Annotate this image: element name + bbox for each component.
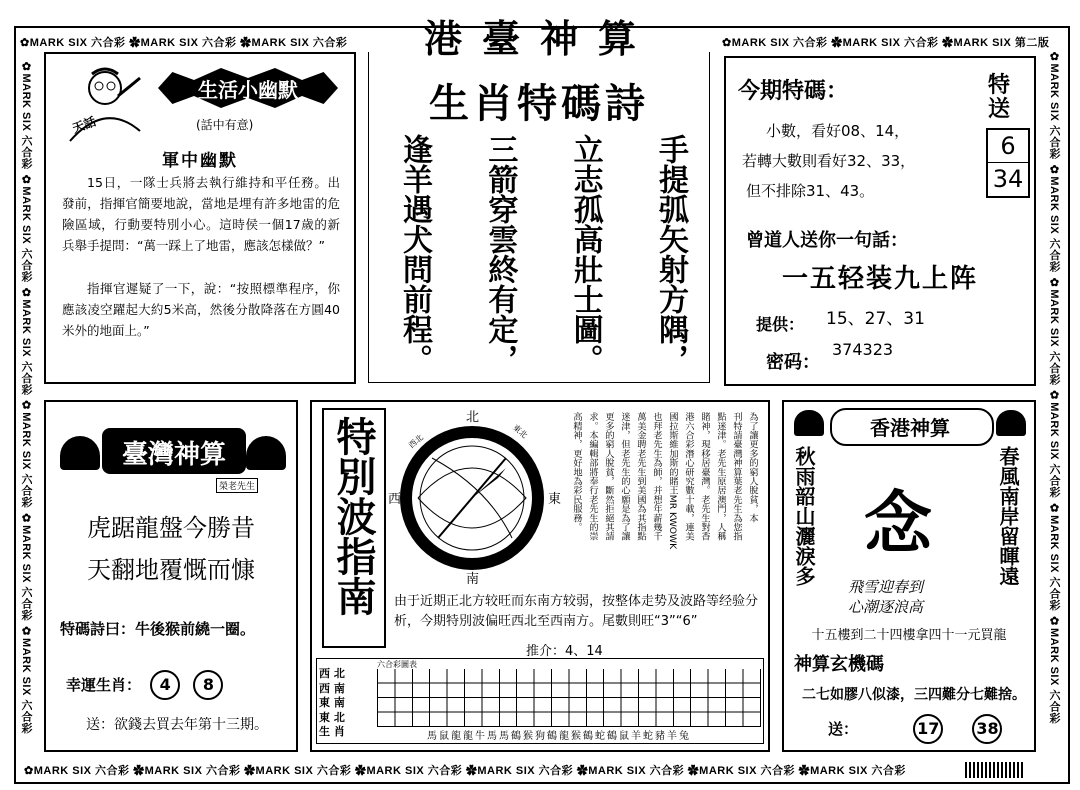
poem-panel	[368, 52, 710, 383]
hk-code-title: 神算玄機碼	[794, 654, 884, 675]
poem-line-1: 手提弧矢射方隅，	[652, 134, 688, 374]
row-southeast: 東 南	[319, 696, 345, 709]
special-line-3: 但不排除31、43。	[746, 182, 875, 200]
compass-northwest: 西北	[406, 432, 426, 451]
row-southwest: 西 南	[319, 681, 345, 695]
mushroom-icon-hk-right	[996, 410, 1026, 436]
humor-paragraph-1: 15日，一隊士兵將去執行維持和平任務。出發前，指揮官簡要地說，當地是埋有許多地雷的危險區域，行動要特別小心。這時侯一個17歲的新兵舉手提問：“萬一踩上了地雷，應該怎樣做？”	[62, 175, 340, 253]
page-title: 港臺神算	[423, 16, 656, 61]
taiwan-title: 臺灣神算	[121, 440, 226, 470]
humor-subtitle: (話中有意)	[196, 118, 254, 132]
special-send-label: 特送	[987, 73, 1010, 122]
row-northeast: 東 北	[319, 710, 345, 724]
mascot-illustration: 天話	[60, 66, 150, 144]
saying-label: 曾道人送你一句話：	[746, 230, 908, 251]
barcode	[965, 762, 1025, 778]
saying-text: 一五轻装九上阵	[781, 264, 978, 294]
hk-handwriting-2: 心潮逐浪高	[848, 598, 924, 616]
hk-big-character: 念	[864, 485, 933, 564]
brand-strip-top-left: ✿MARK SIX 六合彩 ✿MARK SIX 六合彩 ✿MARK SIX 六合彩	[20, 37, 348, 49]
hk-code: 二七如膠八似漆，三四難分七難捨。	[802, 687, 1026, 703]
special-line-2: 若轉大數則看好32、33，	[742, 152, 916, 170]
hk-left-couplet: 秋雨韶山灑淚多	[792, 446, 816, 586]
taiwan-zodiac-row: 幸運生肖： 4 8	[66, 670, 227, 700]
taiwan-author: 榮老先生	[216, 478, 258, 493]
wave-title: 特別波指南	[330, 416, 376, 616]
wave-panel	[310, 400, 770, 752]
special-line-1: 小數，看好08、14，	[766, 122, 910, 140]
provide-label: 提供：	[756, 315, 805, 334]
brand-strip-right: ✿MARK SIX 六合彩 ✿MARK SIX 六合彩 ✿MARK SIX 六合彩 ✿MARK SIX 六合彩 ✿MARK SIX 六合彩 ✿MARK SIX 六合彩	[1048, 50, 1060, 724]
taiwan-line-2: 天翻地覆慨而慷	[87, 556, 255, 584]
taiwan-send: 送：欲錢去買去年第十三期。	[86, 717, 268, 733]
hk-handwriting-1: 飛雪迎春到	[848, 578, 924, 596]
row-zodiac: 生 肖	[319, 725, 345, 738]
compass-east: 東	[548, 492, 562, 507]
taiwan-poem: 特碼詩曰：牛後猴前繞一圈。	[60, 620, 256, 638]
brand-strip-left: ✿MARK SIX 六合彩 ✿MARK SIX 六合彩 ✿MARK SIX 六合彩 ✿MARK SIX 六合彩 ✿MARK SIX 六合彩 ✿MARK SIX 六合彩	[20, 60, 32, 734]
row-northwest: 西 北	[319, 667, 345, 680]
special-code-panel	[724, 56, 1036, 386]
humor-banner-text: 生活小幽默	[198, 78, 298, 102]
brand-strip-bottom: ✿MARK SIX 六合彩 ✿MARK SIX 六合彩 ✿MARK SIX 六合彩 ✿MARK SIX 六合彩 ✿MARK SIX 六合彩 ✿MARK SIX 六合彩 ✿MARK SIX 六合彩 ✿MARK SIX 六合彩	[24, 765, 906, 777]
wave-table: 六合彩圖表 西 北 西 南 東 南 東 北 生 肖 馬鼠龍龍牛馬馬鶴猴狗鶴龍猴鶴蛇鶴鼠羊蛇豬羊兔	[316, 658, 764, 744]
brand-strip-top-right: ✿MARK SIX 六合彩 ✿MARK SIX 六合彩 ✿MARK SIX 第二版	[722, 37, 1050, 49]
taiwan-panel	[44, 400, 298, 752]
hk-title: 香港神算	[870, 416, 950, 440]
zodiac-row-values: 馬鼠龍龍牛馬馬鶴猴狗鶴龍猴鶴蛇鶴鼠羊蛇豬羊兔	[427, 731, 691, 742]
compass-south: 南	[466, 572, 480, 587]
humor-title: 軍中幽默	[162, 151, 238, 171]
wave-recommend: 推介：4、14	[526, 644, 603, 659]
special-title: 今期特碼：	[738, 79, 849, 104]
mushroom-icon-right	[246, 436, 286, 470]
compass-west: 西	[388, 492, 402, 507]
hk-send-row: 送： 17 38	[828, 714, 1006, 744]
humor-panel	[44, 52, 356, 384]
wave-analysis: 由于近期正北方较旺而东南方较弱，按整体走势及波路等经验分析，今期特別波偏旺西北至西南方。尾數則旺“3”“6”	[394, 594, 759, 629]
wave-article: 為了讓更多的窮人脫貧，本 刊特請臺灣神算葉老先生為您指 點迷津。老先生原居澳門，人稱 賭神，現移居臺灣。老先生對香 港六合彩潛心研究數十載，連美 國拉斯維加斯的賭王MR KWOWK 也拜老先生為師，并想年薪幾千 萬美金聘老先生到美國為其指點 迷津，但老先生的心願是為了讓 更多的窮人脫貧，斷然拒絕其請 求。本編輯部將奉行老先生的崇 高精神，更好地為彩民服務。	[571, 412, 758, 550]
mushroom-icon-hk-left	[794, 410, 824, 436]
poem-title: 生肖特碼詩	[429, 80, 649, 127]
mushroom-icon-left	[60, 436, 100, 470]
provide-numbers: 15、27、31	[826, 309, 925, 329]
compass-north: 北	[466, 410, 480, 425]
poem-line-4: 逢羊遇犬問前程。	[397, 134, 432, 374]
code-label: 密码：	[766, 352, 820, 373]
poem-line-3: 三箭穿雲終有定，	[482, 134, 518, 374]
poem-line-2: 立志孤高壯士圖。	[567, 134, 603, 374]
compass-diagram	[388, 408, 556, 584]
humor-paragraph-2: 指揮官遲疑了一下，說：“按照標準程序，你應該凌空躍起大約5米高，然後分散降落在方圓40米外的地面上。”	[62, 281, 340, 338]
hk-panel	[782, 400, 1036, 752]
compass-northeast: 東北	[510, 422, 530, 441]
hk-right-couplet: 春風南岸留暉遠	[996, 446, 1020, 586]
table-grid-lines	[377, 669, 761, 727]
taiwan-line-1: 虎踞龍盤今勝昔	[87, 514, 255, 542]
special-send-box: 6 34	[986, 128, 1030, 198]
code-value: 374323	[832, 340, 894, 359]
poem-lines	[397, 134, 687, 374]
hk-line: 十五樓到二十四樓拿四十一元買龍	[811, 628, 1007, 643]
